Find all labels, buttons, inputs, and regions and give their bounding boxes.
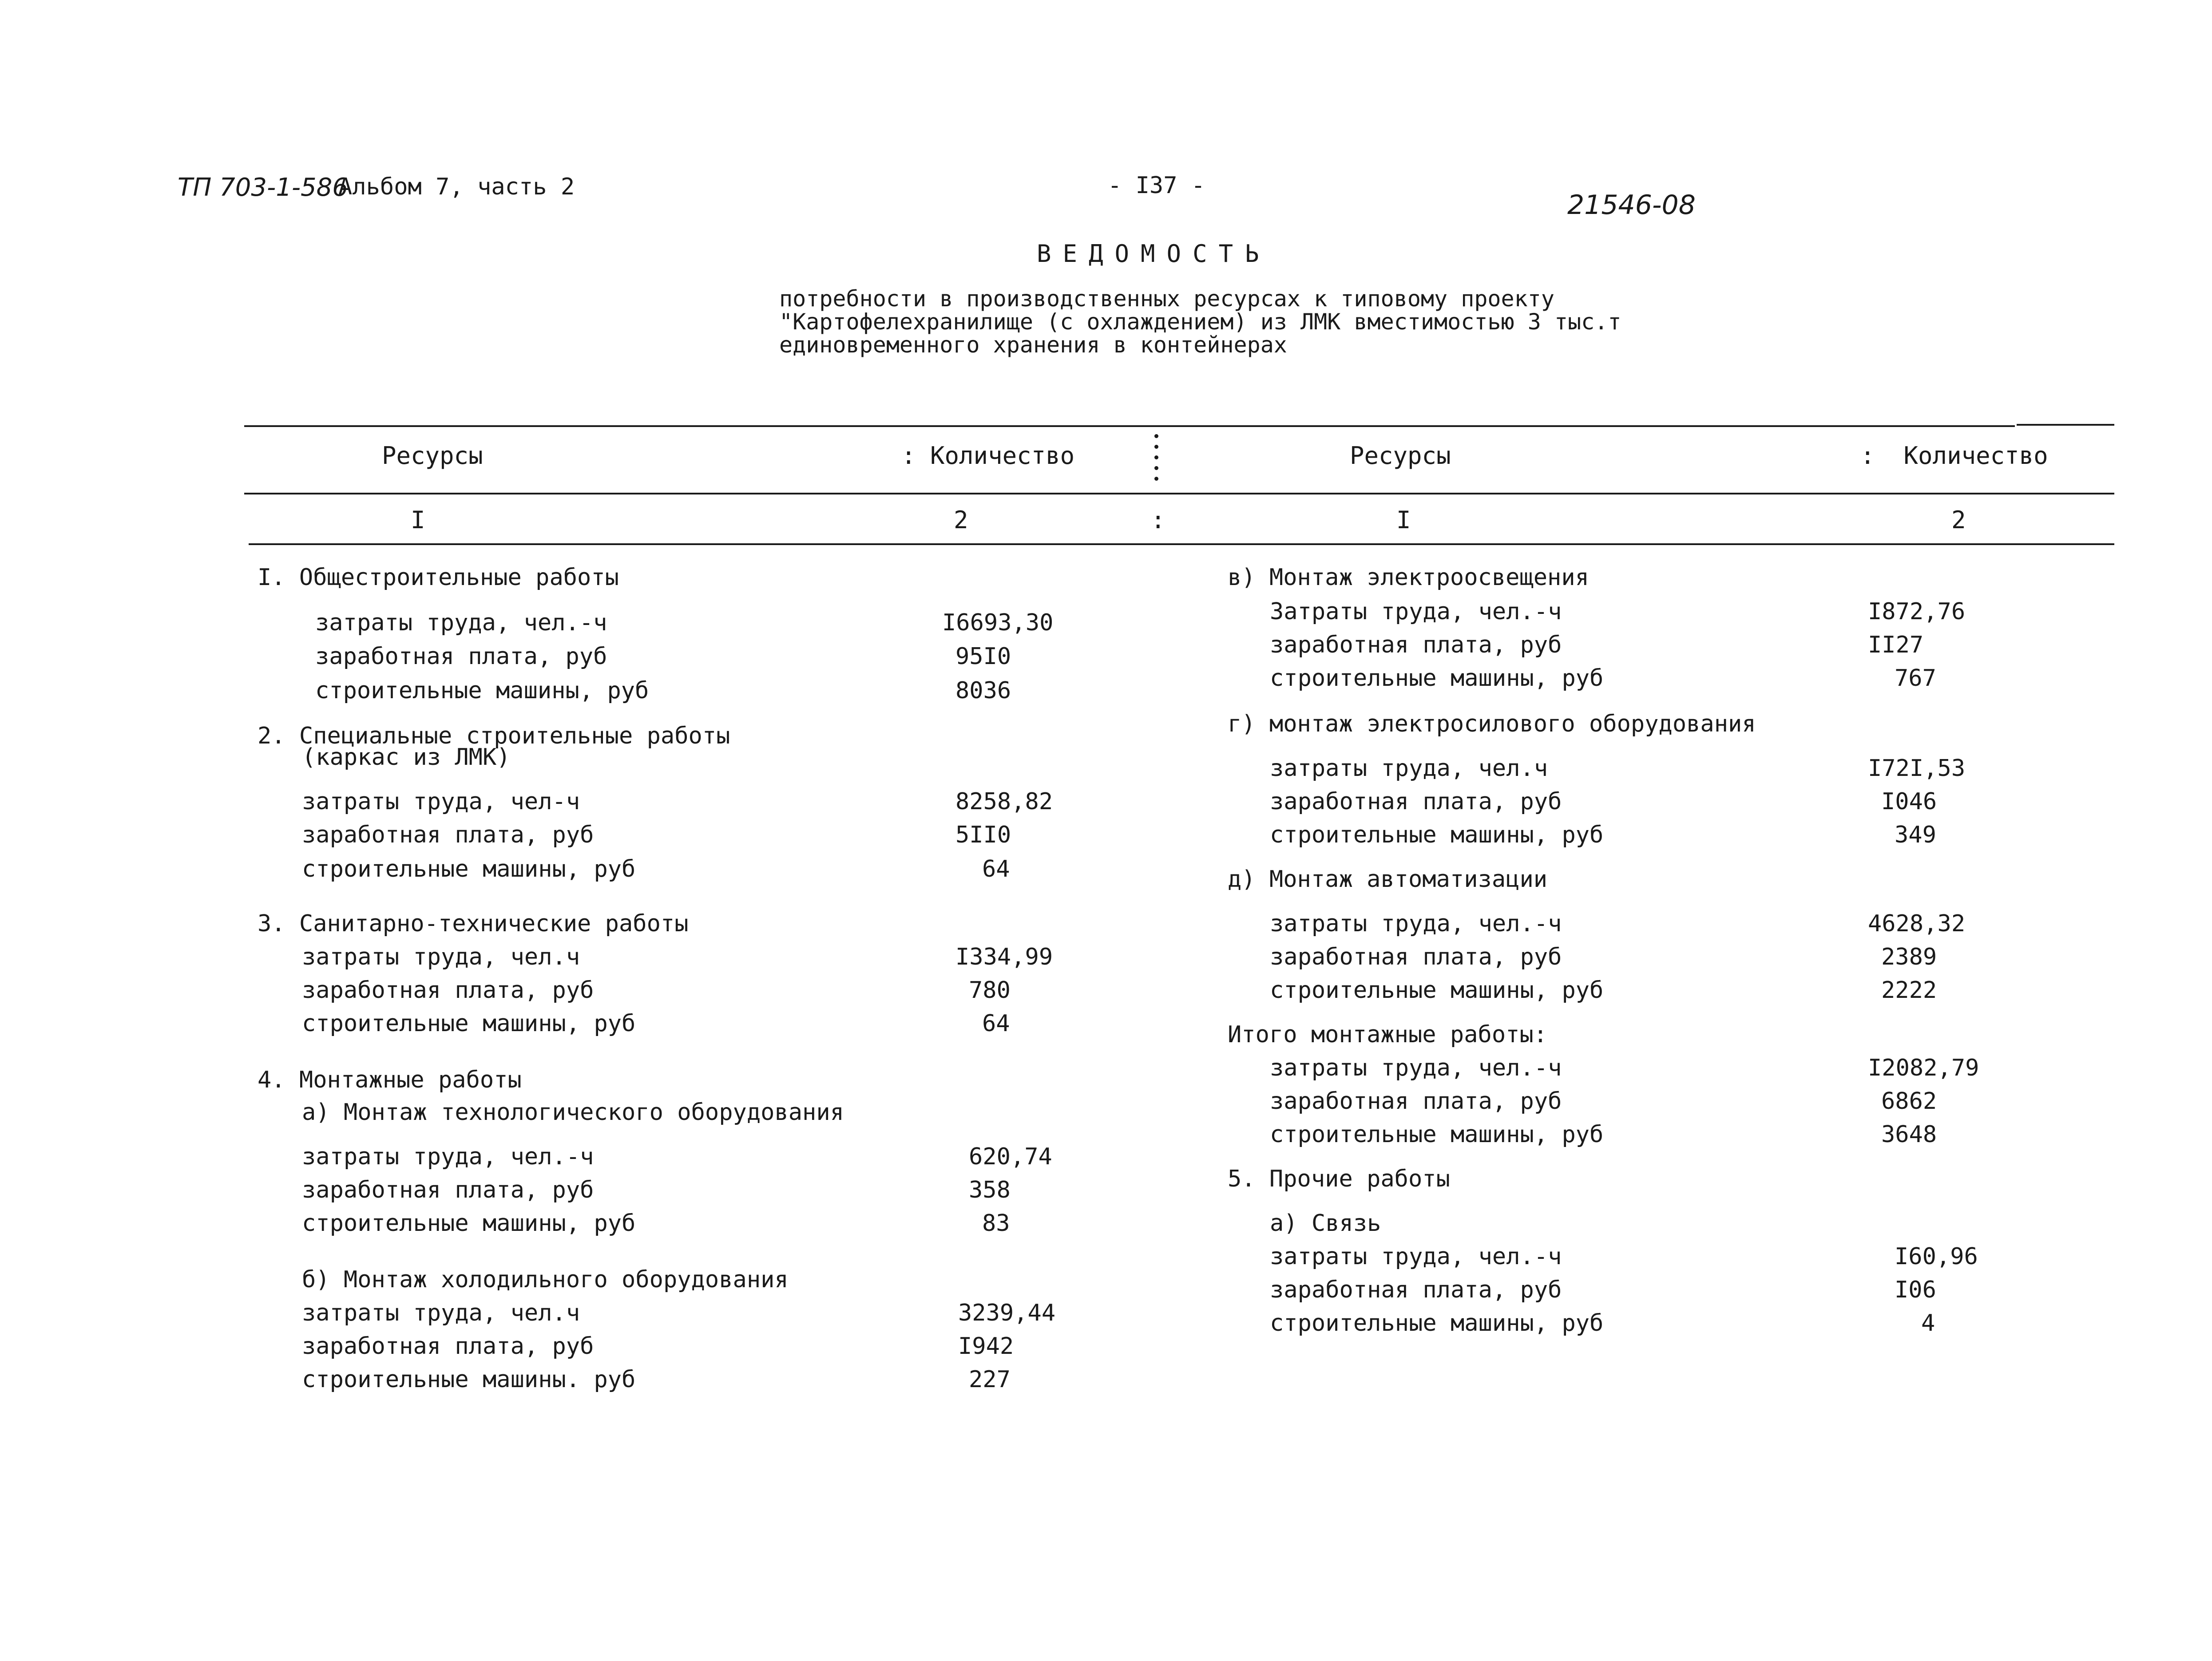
left-row-label: I. Общестроительные работы [258,564,619,591]
column-header-quantity-right: : Количество [1860,442,2048,470]
right-row-value: 4 [1921,1310,1935,1337]
right-row-label: Затраты труда, чел.-ч [1270,598,1562,625]
left-row-label: строительные машины, руб [315,677,649,704]
table-top-rule-end [2017,424,2114,426]
right-row-label: строительные машины, руб [1270,1310,1604,1337]
right-row-value: I872,76 [1868,598,1966,625]
left-row-label: заработная плата, руб [302,977,594,1004]
right-row-value: 767 [1895,665,1936,692]
left-row-value: 227 [969,1366,1011,1393]
column-header-resources-left: Ресурсы [382,442,483,470]
right-row-value: 3648 [1881,1121,1937,1148]
left-row-label: строительные машины. руб [302,1366,636,1393]
right-row-value: I046 [1881,788,1937,815]
right-row-label: затраты труда, чел.-ч [1270,910,1562,937]
right-row-label: заработная плата, руб [1270,632,1562,658]
page-number: - I37 - [1108,172,1205,199]
right-row-label: Итого монтажные работы: [1228,1021,1548,1048]
column-separator: : [1151,506,1165,534]
left-row-label: 3. Санитарно-технические работы [258,910,689,937]
left-row-label: а) Монтаж технологического оборудования [302,1099,844,1126]
document-title: ВЕДОМОСТЬ [1037,240,1271,268]
right-row-value: I60,96 [1895,1243,1978,1270]
right-row-value: I06 [1895,1277,1936,1303]
left-row-value: 3239,44 [958,1300,1056,1326]
subtitle-line-2: "Картофелехранилище (с охлаждением) из ЛМК вместимостью 3 тыс.т [779,309,1621,335]
left-row-label: (каркас из ЛМК) [302,744,511,771]
column-number-2-right: 2 [1951,506,1966,534]
album-part: Альбом 7, часть 2 [338,174,575,200]
right-row-label: заработная плата, руб [1270,1088,1562,1115]
right-row-value: I2082,79 [1868,1055,1979,1081]
left-row-value: 780 [969,977,1011,1004]
column-header-quantity-left: : Количество [901,442,1075,470]
column-number-2-left: 2 [954,506,968,534]
right-row-label: а) Связь [1270,1210,1381,1237]
left-row-label: затраты труда, чел.ч [302,1300,580,1326]
right-row-label: г) монтаж электросилового оборудования [1228,711,1756,737]
left-row-value: 95I0 [955,643,1011,670]
left-row-label: заработная плата, руб [302,822,594,848]
left-row-value: I6693,30 [942,609,1054,636]
column-header-resources-right: Ресурсы [1350,442,1451,470]
left-row-label: затраты труда, чел.ч [302,944,580,970]
left-row-label: строительные машины, руб [302,1010,636,1037]
left-row-label: б) Монтаж холодильного оборудования [302,1266,789,1293]
left-row-label: 2. Специальные строительные работы [258,723,730,749]
left-row-value: 5II0 [955,822,1011,848]
right-row-value: 4628,32 [1868,910,1966,937]
right-row-label: заработная плата, руб [1270,1277,1562,1303]
left-row-label: заработная плата, руб [302,1177,594,1203]
subtitle-line-3: единовременного хранения в контейнерах [779,332,1287,358]
left-row-value: 358 [969,1177,1011,1203]
right-row-value: 2389 [1881,944,1937,970]
right-row-value: 349 [1895,822,1936,848]
right-row-label: д) Монтаж автоматизации [1228,866,1548,893]
left-row-value: 8036 [955,677,1011,704]
right-row-value: 2222 [1881,977,1937,1004]
right-row-label: затраты труда, чел.ч [1270,755,1548,782]
left-row-value: 83 [982,1210,1010,1237]
left-row-label: строительные машины, руб [302,856,636,882]
right-row-label: в) Монтаж электроосвещения [1228,564,1589,591]
left-row-label: заработная плата, руб [302,1333,594,1360]
left-row-label: заработная плата, руб [315,643,607,670]
document-code: 21546-08 [1567,190,1696,221]
column-number-1-right: I [1396,506,1411,534]
left-row-value: 64 [982,1010,1010,1037]
right-row-label: строительные машины, руб [1270,665,1604,692]
right-row-label: заработная плата, руб [1270,944,1562,970]
right-row-label: строительные машины, руб [1270,977,1604,1004]
right-row-label: заработная плата, руб [1270,788,1562,815]
right-row-label: 5. Прочие работы [1228,1166,1450,1192]
left-row-label: 4. Монтажные работы [258,1067,522,1093]
column-numbers-rule [249,543,2114,545]
left-row-value: 620,74 [969,1143,1052,1170]
left-row-label: строительные машины, руб [302,1210,636,1237]
right-row-label: затраты труда, чел.-ч [1270,1055,1562,1081]
right-row-label: строительные машины, руб [1270,822,1604,848]
left-row-label: затраты труда, чел.-ч [302,1143,594,1170]
left-row-value: 8258,82 [955,788,1053,815]
column-number-1-left: I [411,506,425,534]
left-row-value: I942 [958,1333,1014,1360]
right-row-value: I72I,53 [1868,755,1966,782]
column-separator-dots [1154,434,1159,487]
left-row-value: I334,99 [955,944,1053,970]
right-row-label: строительные машины, руб [1270,1121,1604,1148]
left-row-label: затраты труда, чел.-ч [315,609,607,636]
right-row-value: 6862 [1881,1088,1937,1115]
header-divider-rule [244,493,2114,494]
document-reference: ТП 703-1-586 [178,173,348,202]
right-row-label: затраты труда, чел.-ч [1270,1243,1562,1270]
subtitle-line-1: потребности в производственных ресурсах к типовому проекту [779,286,1554,312]
right-row-value: II27 [1868,632,1924,658]
table-top-rule [244,425,2015,427]
left-row-value: 64 [982,856,1010,882]
left-row-label: затраты труда, чел-ч [302,788,580,815]
